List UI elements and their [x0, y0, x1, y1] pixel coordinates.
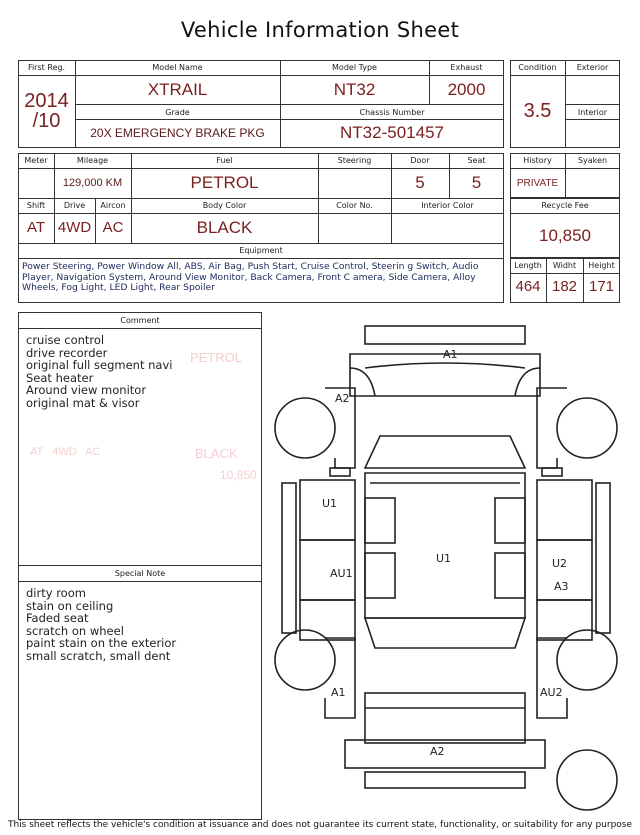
special-note-item: paint stain on the exterior [26, 636, 177, 651]
mileage-value: 129,000 KM [62, 177, 123, 189]
meter-label: Meter [24, 156, 48, 165]
body-color-value: BLACK [196, 218, 253, 237]
left-rear-quarter [300, 600, 355, 640]
length-value: 464 [515, 278, 541, 295]
comment-item: Around view monitor [26, 383, 147, 398]
comment-item: original mat & visor [26, 395, 140, 410]
left-front-door [300, 480, 355, 540]
fuel-value: PETROL [190, 173, 259, 192]
seat-value: 5 [471, 173, 482, 192]
mileage-label: Mileage [76, 156, 109, 165]
rear-bumper-lower [365, 772, 525, 788]
right-front-door [537, 480, 592, 540]
grade-label: Grade [165, 108, 190, 117]
comment-item: drive recorder [26, 345, 108, 360]
rear-bumper-shape [345, 740, 545, 768]
comment-item: original full segment navi [26, 358, 173, 373]
length-label: Length [514, 261, 542, 270]
seat-label: Seat [467, 156, 486, 165]
mark-front-left-fender: A2 [335, 392, 350, 405]
chassis-number-label: Chassis Number [359, 108, 425, 117]
drive-label: Drive [63, 201, 86, 210]
condition-value: 3.5 [523, 100, 552, 122]
width-value: 182 [551, 278, 578, 295]
front-bumper-shape [365, 326, 525, 344]
chassis-number-value: NT32-501457 [340, 123, 444, 142]
exhaust-value: 2000 [447, 80, 486, 99]
interior-label: Interior [577, 108, 608, 117]
width-label: Widht [552, 261, 577, 270]
first-reg-label: First Reg. [27, 63, 66, 72]
grade-value: 20X EMERGENCY BRAKE PKG [90, 126, 265, 140]
sheet-title: Vehicle Information Sheet [180, 18, 460, 42]
comment-label: Comment [120, 316, 160, 325]
shift-value: AT [26, 219, 46, 236]
front-right-wheel [557, 398, 617, 458]
door-value: 5 [415, 173, 425, 192]
drive-value: 4WD [57, 219, 92, 236]
first-reg-month: /10 [32, 110, 61, 132]
car-damage-diagram [270, 318, 622, 818]
front-left-wheel [275, 398, 335, 458]
ghost-petrol: PETROL [190, 350, 243, 365]
fuel-label: Fuel [216, 156, 233, 165]
special-note-item: small scratch, small dent [26, 648, 171, 663]
door-label: Door [410, 156, 430, 165]
shift-label: Shift [26, 201, 46, 210]
ghost-black: BLACK [195, 446, 238, 461]
disclaimer-footer: This sheet reflects the vehicle's condition at issuance and does not guarantee its current state, functionality, or suitability for any purpose [7, 820, 633, 830]
color-no-label: Color No. [336, 201, 373, 210]
right-rear-quarter [537, 600, 592, 640]
ghost-at4wd: AT 4WD AC [30, 446, 101, 458]
special-note-item: scratch on wheel [26, 623, 124, 638]
special-note-label: Special Note [114, 569, 166, 578]
special-note-item: Faded seat [26, 611, 89, 626]
right-rocker [596, 483, 610, 633]
equipment-list: Power Steering, Power Window All, ABS, Air Bag, Push Start, Cruise Control, Steerin g Switch, Audio Player, Navigation System, Around View Monitor, Back Camera, Front C amera, Side Camera, Alloy Wheels, Fog Light, LED Light, Rear Spoiler [22, 261, 479, 293]
equipment-label: Equipment [239, 246, 283, 255]
ghost-fee: 10,850 [220, 468, 257, 482]
recycle-fee-value: 10,850 [539, 226, 591, 245]
windshield-shape [365, 436, 525, 468]
comment-item: cruise control [26, 333, 105, 347]
aircon-value: AC [102, 219, 124, 236]
mark-front-bumper: A1 [443, 348, 458, 361]
comment-item: Seat heater [26, 370, 94, 385]
aircon-label: Aircon [100, 201, 126, 210]
left-rocker [282, 483, 296, 633]
mark-left-rear-door: AU1 [330, 567, 353, 580]
rear-right-wheel [557, 630, 617, 690]
first-reg-year: 2014 [24, 90, 69, 112]
recycle-fee-label: Recycle Fee [541, 201, 589, 210]
body-color-label: Body Color [202, 201, 247, 210]
mark-roof: U1 [436, 552, 452, 565]
special-note-item: stain on ceiling [26, 598, 114, 613]
exterior-label: Exterior [576, 63, 609, 72]
model-name-label: Model Name [152, 63, 203, 72]
roof-shape [365, 473, 525, 618]
history-value: PRIVATE [516, 178, 559, 189]
syaken-label: Syaken [577, 156, 608, 165]
front-right-fender [537, 388, 567, 468]
tailgate-shape [365, 693, 525, 743]
comment-list [26, 334, 172, 410]
model-type-value: NT32 [333, 80, 376, 99]
height-value: 171 [588, 278, 615, 295]
steering-label: Steering [337, 156, 372, 165]
mark-right-rear-door: U2 [552, 557, 568, 570]
interior-color-label: Interior Color [421, 201, 474, 210]
condition-label: Condition [518, 63, 557, 72]
rear-glass-shape [365, 618, 525, 648]
mark-rear-bumper: A2 [430, 745, 445, 758]
mark-left-front-door: U1 [322, 497, 338, 510]
mark-right-rear-panel: A3 [554, 580, 569, 593]
rear-left-wheel [275, 630, 335, 690]
history-label: History [523, 156, 552, 165]
mark-right-rear-fender: AU2 [540, 686, 563, 699]
mark-left-rear-fender: A1 [331, 686, 346, 699]
model-type-label: Model Type [332, 63, 377, 72]
special-note-list [26, 587, 176, 663]
spare-wheel [557, 750, 617, 810]
special-note-item: dirty room [26, 586, 86, 600]
height-label: Height [588, 261, 615, 270]
model-name-value: XTRAIL [147, 80, 208, 99]
exhaust-label: Exhaust [450, 63, 483, 72]
